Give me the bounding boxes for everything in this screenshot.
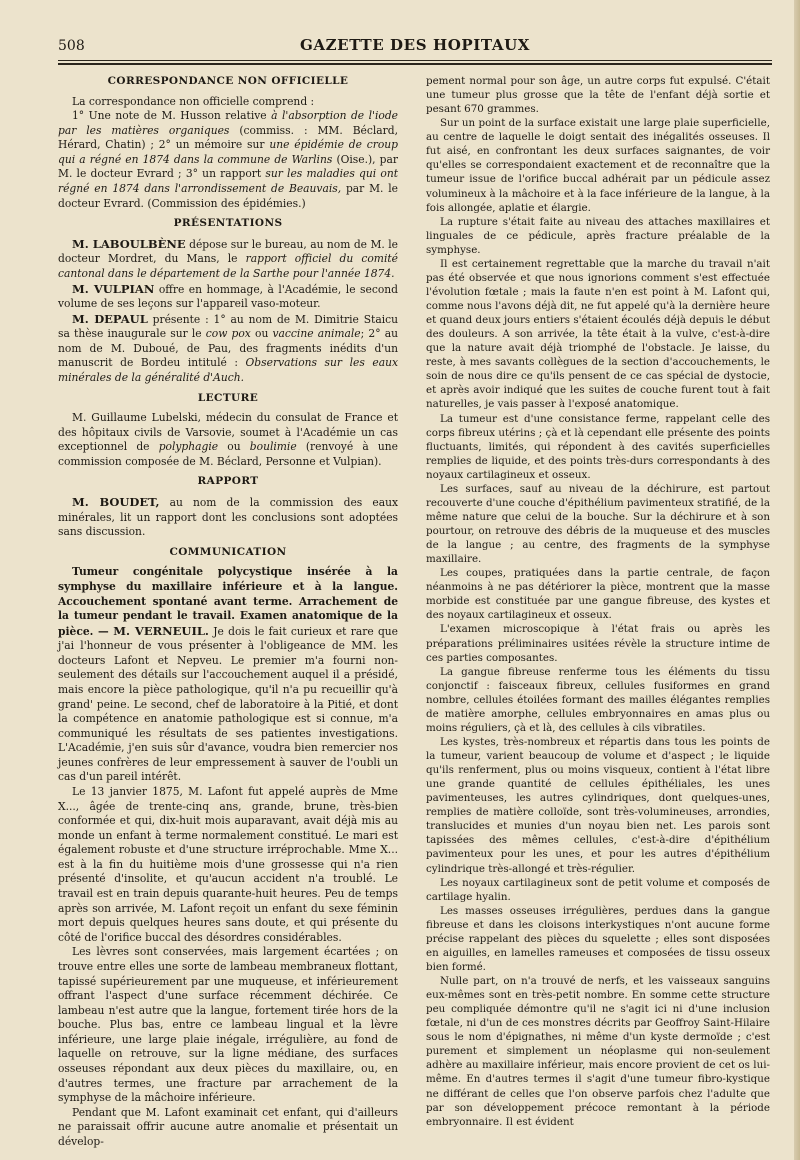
paragraph: Pendant que M. Lafont examinait cet enfant, qui d'ailleurs ne paraissait offrir aucune autre anomalie et présentait un dévelop- bbox=[58, 1105, 398, 1148]
paragraph: Les noyaux cartilagineux sont de petit volume et composés de cartilage hyalin. bbox=[426, 876, 770, 903]
paragraph: La rupture s'était faite au niveau des attaches maxillaires et linguales de ce pédicule, après fracture préalable de la symphyse. bbox=[426, 215, 770, 256]
header-rule-double bbox=[58, 63, 772, 65]
paragraph: La gangue fibreuse renferme tous les éléments du tissu conjonctif : faisceaux fibreux, cellules fusiformes en grand nombre, cellules étoilées formant des mailles élégantes remplies de matière amorphe, cellules embryonnaires en amas plus ou moins réguliers, çà et là, des cellules à cils vibratiles. bbox=[426, 665, 770, 734]
paragraph: pement normal pour son âge, un autre corps fut expulsé. C'était une tumeur plus grosse que la tête de l'enfant déjà sortie et pesant 670 grammes. bbox=[426, 75, 770, 116]
left-column bbox=[58, 74, 398, 1149]
paragraph: La correspondance non officielle comprend : bbox=[72, 94, 315, 108]
section-heading-presentations: PRÉSENTATIONS bbox=[173, 217, 283, 230]
paragraph: L'examen microscopique à l'état frais ou après les préparations préliminaires usitées révèle la structure intime de ces parties composantes. bbox=[426, 623, 770, 664]
paragraph: Sur un point de la surface existait une large plaie superficielle, au centre de laquelle le doigt sentait des inégalités osseuses. Il fut aisé, en confrontant les deux surfaces saignantes, de voir qu'elles se correspondaient exactement et de reconnaître que la tumeur issue de l'orifice buccal adhérait par un pédicule assez volumineux à la mâchoire et à la face inférieure de la langue, à la fois allongée, aplatie et élargie. bbox=[426, 117, 770, 214]
paragraph: Il est certainement regrettable que la marche du travail n'ait pas été observée et que nous ignorions comment s'est effectuée l'évolution fœtale ; mais la faute n'en est point à M. Lafont qui, comme nous l'avons déjà dit, ne fut appelé qu'à la dernière heure et quand deux jours entiers s'étaient écoulés déjà depuis le début des douleurs. A son arrivée, la tête était à la vulve, c'est-à-dire que la nature avait déjà triomphé de l'obstacle. Je laisse, du reste, à mes savants collègues de la section d'accouchements, le soin de nous dire ce qu'ils pensent de ce cas spécial de dystocie, et après avoir indiqué que les suites de couche furent tout à fait naturelles, je vais passer à l'exposé anatomique. bbox=[426, 257, 770, 411]
paragraph: Nulle part, on n'a trouvé de nerfs, et les vaisseaux sanguins eux-mêmes sont en très-petit nombre. En somme cette structure peu compliquée démontre qu'il ne s'agit ici ni d'une inclusion fœtale, ni d'un de ces monstres décrits par Geoffroy Saint-Hilaire sous le nom d'épignathes, ni même d'un kyste dermoïde ; c'est purement et simplement un néoplasme qui non-seulement adhère au maxillaire inférieur, mais encore provient de cet os lui-même. En d'autres termes il s'agit d'une tumeur fibro-kystique ne différant de celles que l'on observe parfois chez l'adulte que par son développement précoce remontant à la période embryonnaire. Il est évident bbox=[426, 975, 770, 1128]
paragraph: M. BOUDET, au nom de la commission des eaux minérales, lit un rapport dont les conclusions sont adoptées sans discussion. bbox=[58, 495, 398, 539]
paragraph: 1° Une note de M. Husson relative à l'absorption de l'iode par les matières organiques (commiss. : MM. Béclard, Hérard, Chatin) ; 2° un mémoire sur une épidémie de croup qui a régné en 1874 dans la commune de Warlins (Oise.), par M. le docteur Evrard ; 3° un rapport sur les maladies qui ont régné en 1874 dans l'arrondissement de Beauvais, par M. le docteur Evrard. (Commission des épidémies.) bbox=[58, 109, 399, 210]
paragraph: Les surfaces, sauf au niveau de la déchirure, est partout recouverte d'une couche d'épithélium pavimenteux stratifié, de la même nature que celui de la bouche. Sur la déchirure et à son pourtour, on retrouve des débris de la muqueuse et des muscles de la langue ; au centre, des fragments de la symphyse maxillaire. bbox=[426, 482, 770, 566]
section-heading-communication: COMMUNICATION bbox=[169, 545, 287, 558]
paragraph: M. DEPAUL présente : 1° au nom de M. Dimitrie Staicu sa thèse inaugurale sur le cow pox ou vaccine animale; 2° au nom de M. Duboué, de Pau, des fragments inédits d'un manuscrit de Bordeu intitulé : Observations sur les eaux minérales de la généralité d'Auch. bbox=[58, 311, 399, 384]
page-edge-shadow bbox=[794, 0, 800, 1160]
section-heading-rapport: RAPPORT bbox=[197, 475, 259, 488]
header-rule bbox=[58, 60, 772, 61]
paragraph: Les kystes, très-nombreux et répartis dans tous les points de la tumeur, varient beaucoup de volume et d'aspect ; le liquide qu'ils renferment, plus ou moins visqueux, contient à l'état libre une grande quantité de cellules épithéliales, les unes pavimenteuses, les autres cylindriques, dont quelques-unes, remplies de matière colloïde, sont très-volumineuses, arrondies, translucides et munies d'un noyau bien net. Les parois sont tapissées des mêmes cellules, c'est-à-dire d'épithélium pavimenteux pour les unes, et pour les autres d'épithélium cylindrique très-allongé et très-régulier. bbox=[426, 735, 770, 875]
page-number: 508 bbox=[58, 38, 85, 54]
paragraph: La tumeur est d'une consistance ferme, rappelant celle des corps fibreux utérins ; çà et là cependant elle présente des points fluctuants, limités, qui répondent à des cavités superficielles remplies de liquide, et des points très-durs correspondants à des noyaux cartilagineux et osseux. bbox=[426, 412, 770, 481]
paragraph: M. VULPIAN offre en hommage, à l'Académie, le second volume de ses leçons sur l'appareil vaso-moteur. bbox=[58, 281, 398, 311]
paragraph: Tumeur congénitale polycystique insérée à la symphyse du maxillaire inférieure et à la langue. Accouchement spontané avant terme. Arrachement de la tumeur pendant le travail. Examen anatomique de la pièce. — M. VERNEUIL. Je dois le fait curieux et rare que j'ai l'honneur de vous présenter à l'obligeance de MM. les docteurs Lafont et Nepveu. Le premier m'a fourni non-seulement des détails sur l'accouchement auquel il a présidé, mais encore la pièce pathologique, qu'il n'a pu recueillir qu'à grand' peine. Le second, chef de laboratoire à la Pitié, et dont la compétence en anatomie pathologique est si connue, m'a communiqué les résultats de ses patientes investigations. L'Académie, j'en suis sûr d'avance, voudra bien remercier nos jeunes confrères de leur empressement à sauver de l'oubli un cas d'un pareil intérêt. bbox=[58, 565, 398, 784]
paragraph: Les lèvres sont conservées, mais largement écartées ; on trouve entre elles une sorte de lambeau membraneux flottant, tapissé supérieurement par une muqueuse, et inférieurement offrant l'aspect d'une surface récemment déchirée. Ce lambeau n'est autre que la langue, fortement tirée hors de la bouche. Plus bas, entre ce lambeau lingual et la lèvre inférieure, une large plaie inégale, irrégulière, au fond de laquelle on retrouve, sur la ligne médiane, des surfaces osseuses répondant aux deux pièces du maxillaire, ou, en d'autres termes, une fracture par arrachement de la symphyse de la mâchoire inférieure. bbox=[58, 945, 398, 1105]
paragraph: M. Guillaume Lubelski, médecin du consulat de France et des hôpitaux civils de Varsovie, soumet à l'Académie un cas exceptionnel de polyphagie ou boulimie (renvoyé à une commission composée de M. Béclard, Personne et Vulpian). bbox=[58, 411, 398, 468]
section-heading-lecture: LECTURE bbox=[197, 391, 259, 404]
right-column bbox=[426, 74, 770, 1129]
paragraph: Les coupes, pratiquées dans la partie centrale, de façon néanmoins à ne pas détériorer la pièce, montrent que la masse morbide est constituée par une gangue fibreuse, des kystes et des noyaux cartilagineux et osseux. bbox=[426, 567, 770, 622]
paragraph: M. LABOULBÈNE dépose sur le bureau, au nom de M. le docteur Mordret, du Mans, le rapport officiel du comité cantonal dans le département de la Sarthe pour l'année 1874. bbox=[58, 236, 398, 280]
page-header bbox=[58, 30, 772, 60]
running-title: GAZETTE DES HOPITAUX bbox=[299, 36, 530, 54]
paragraph: Le 13 janvier 1875, M. Lafont fut appelé auprès de Mme X..., âgée de trente-cinq ans, grande, brune, très-bien conformée et qui, dix-huit mois auparavant, avait déjà mis au monde un enfant à terme normalement constitué. Le mari est également robuste et d'une structure irréprochable. Mme X... est à la fin du huitième mois d'une grossesse qui n'a rien présenté d'insolite, et qu'aucun accident n'a troublé. Le travail est en train depuis quarante-huit heures. Peu de temps après son arrivée, M. Lafont reçoit un enfant du sexe féminin mort depuis quelques heures sans doute, et qui présente du côté de l'orifice buccal des désordres considérables. bbox=[58, 785, 398, 944]
section-heading-correspondance: CORRESPONDANCE NON OFFICIELLE bbox=[107, 75, 349, 87]
paragraph: Les masses osseuses irrégulières, perdues dans la gangue fibreuse et dans les cloisons interkystiques n'ont aucune forme précise rappelant des pièces du squelette ; elles sont disposées en aiguilles, en lamelles rameuses et composées de tissu osseux bien formé. bbox=[426, 904, 770, 973]
